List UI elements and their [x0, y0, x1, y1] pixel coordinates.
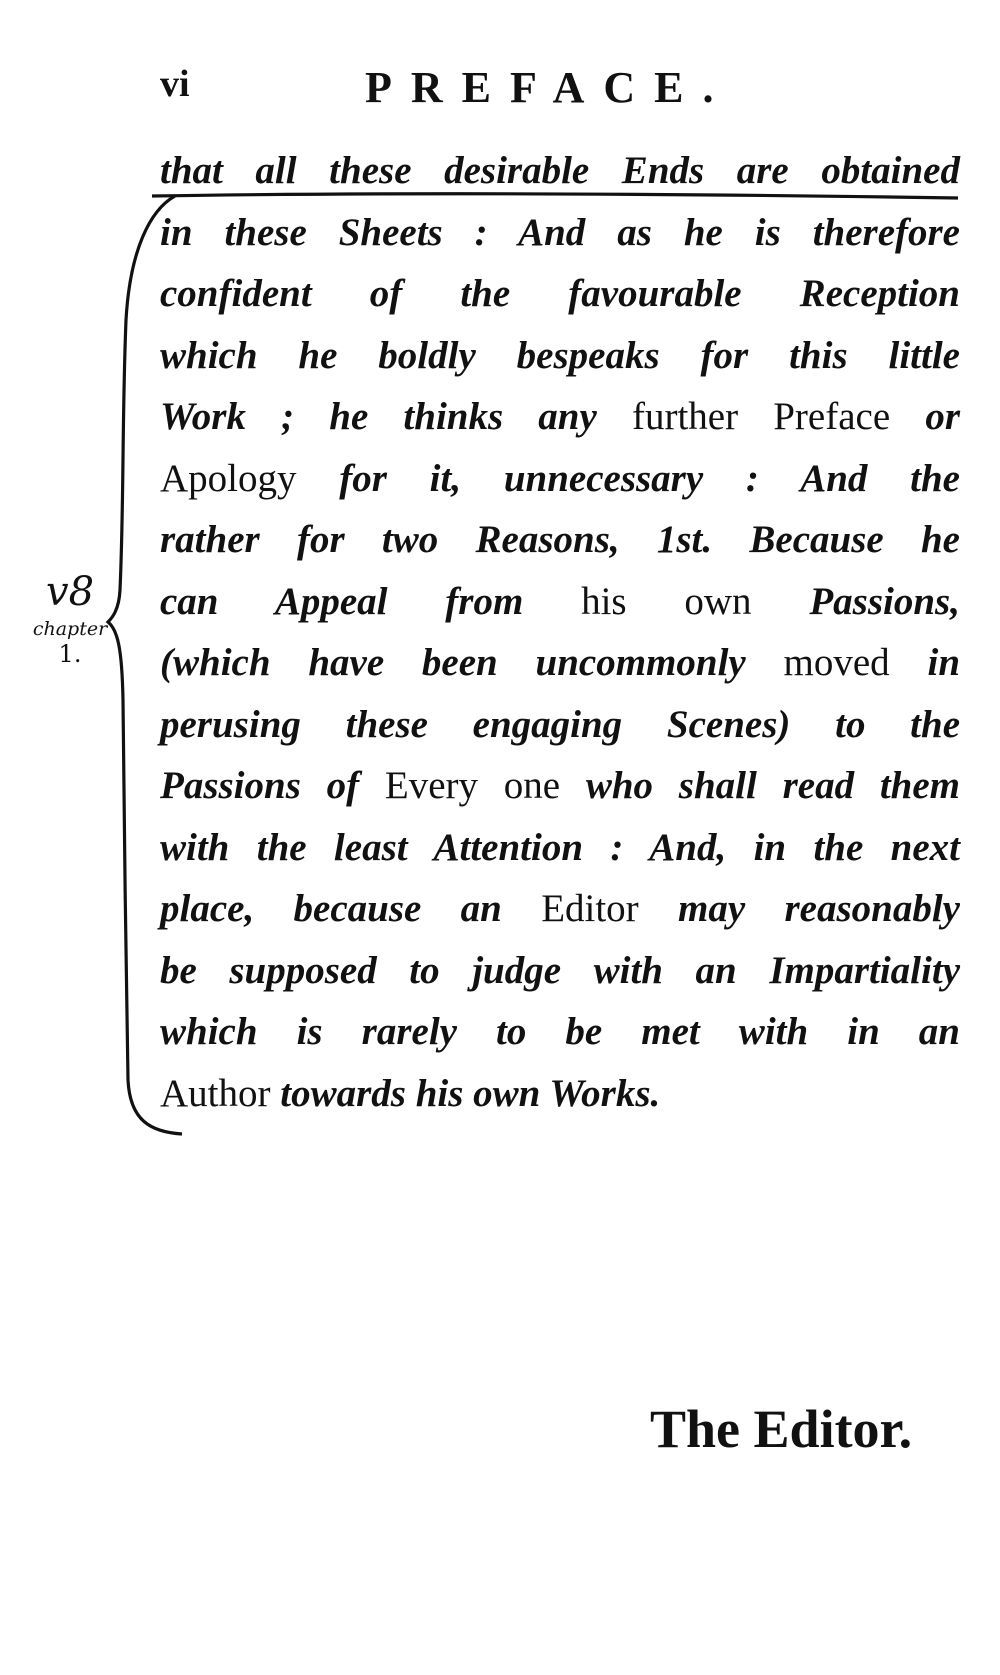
text-line — [160, 1063, 960, 1125]
italic-text-run: who shall read them — [585, 764, 961, 807]
italic-text-run: towards his own Works. — [280, 1071, 661, 1115]
running-head — [160, 62, 760, 112]
italic-text-run: in — [927, 641, 961, 684]
margin-note-chapter-number: 1. — [58, 640, 82, 668]
italic-text-run: Passions, — [809, 579, 960, 623]
italic-text-run: which is rarely to be met with in an — [160, 1010, 960, 1053]
italic-text-run: perusing these engaging Scenes) to the — [160, 702, 960, 746]
text-line — [160, 448, 960, 510]
roman-text-run: moved — [783, 641, 928, 684]
italic-text-run: Passions of — [160, 764, 385, 807]
italic-text-run: confident of the favourable Reception — [160, 272, 960, 315]
text-line — [160, 940, 960, 1002]
running-head-title: PREFACE. — [365, 63, 733, 112]
roman-text-run: his own — [581, 579, 810, 623]
italic-text-run: can Appeal from — [160, 579, 582, 623]
margin-note-chapter-label: chapter — [32, 618, 108, 640]
text-line — [160, 817, 960, 879]
text-line — [160, 878, 960, 940]
italic-text-run: in these Sheets : And as he is therefore — [160, 210, 960, 254]
text-line — [160, 755, 960, 817]
italic-text-run: with the least Attention : And, in the next — [160, 825, 960, 869]
margin-note — [10, 570, 130, 668]
roman-text-run: Apology — [160, 456, 340, 500]
text-line — [160, 694, 960, 756]
text-line — [160, 325, 960, 387]
text-line — [160, 1001, 960, 1063]
text-line — [160, 263, 960, 325]
text-line — [160, 386, 960, 448]
italic-text-run: (which have been uncommonly — [160, 641, 784, 684]
roman-text-run: further Preface — [631, 395, 926, 438]
italic-text-run: or — [925, 395, 960, 438]
italic-text-run: that all these desirable Ends are obtained — [160, 149, 960, 192]
roman-text-run: Author — [160, 1071, 281, 1115]
margin-note-page-ref: v8 — [45, 569, 95, 615]
text-line — [160, 509, 960, 571]
page-number: vi — [160, 63, 190, 105]
editor-signature: The Editor. — [650, 1399, 913, 1459]
italic-text-run: place, because an — [160, 887, 542, 930]
text-line — [160, 140, 960, 202]
roman-text-run: Editor — [541, 887, 678, 930]
text-line — [160, 632, 960, 694]
italic-text-run: which he boldly bespeaks for this little — [160, 333, 960, 377]
italic-text-run: rather for two Reasons, 1st. Because he — [160, 518, 960, 561]
italic-text-run: may reasonably — [678, 887, 960, 930]
text-line — [160, 202, 960, 264]
text-line — [160, 571, 960, 633]
preface-body-text — [160, 140, 960, 1124]
italic-text-run: Work ; he thinks any — [160, 395, 632, 438]
italic-text-run: be supposed to judge with an Impartiality — [160, 948, 960, 992]
italic-text-run: for it, unnecessary : And the — [339, 456, 960, 500]
roman-text-run: Every one — [384, 764, 586, 807]
